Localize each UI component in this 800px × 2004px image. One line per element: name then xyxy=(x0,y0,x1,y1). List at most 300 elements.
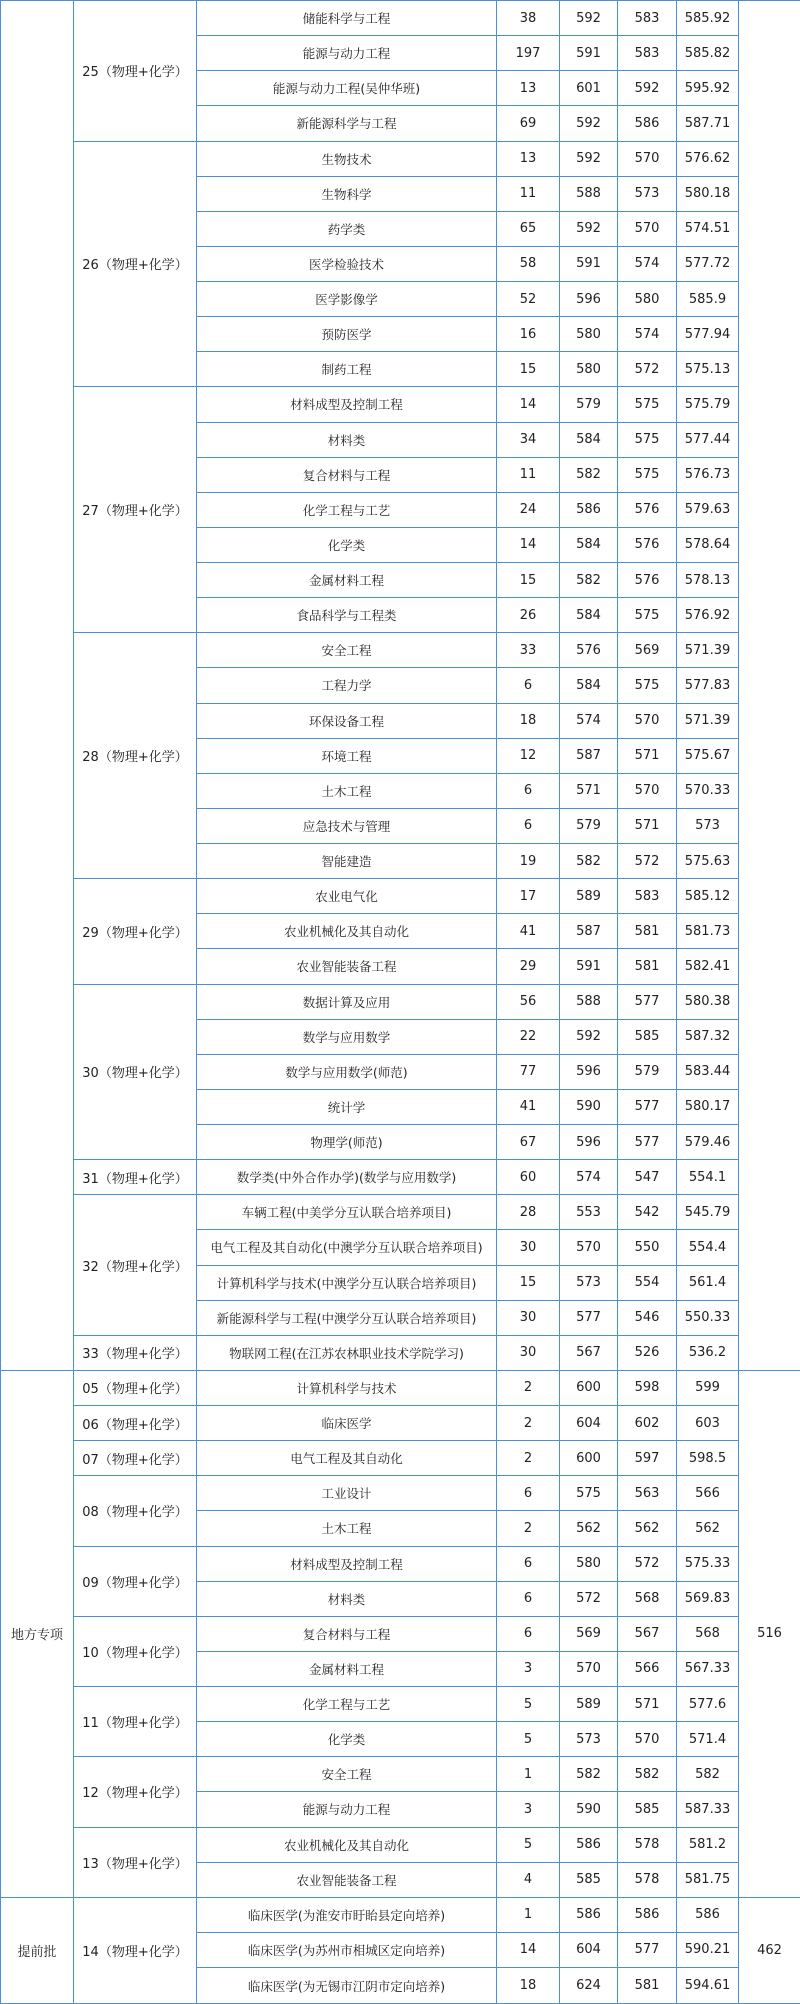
avg-score-cell: 585.82 xyxy=(677,36,739,71)
major-cell: 医学影像学 xyxy=(197,282,497,317)
plan-count-cell: 197 xyxy=(497,36,560,71)
min-score-cell: 570 xyxy=(618,773,677,808)
max-score-cell: 582 xyxy=(560,457,618,492)
batch-cell xyxy=(1,1,74,1371)
table-row xyxy=(1,1335,800,1370)
avg-score-cell: 536.2 xyxy=(677,1335,739,1370)
plan-count-cell: 15 xyxy=(497,1265,560,1300)
group-cell: 11（物理+化学） xyxy=(74,1687,197,1757)
major-cell: 农业机械化及其自动化 xyxy=(197,914,497,949)
major-cell: 统计学 xyxy=(197,1089,497,1124)
min-score-cell: 583 xyxy=(618,879,677,914)
plan-count-cell: 11 xyxy=(497,457,560,492)
max-score-cell: 592 xyxy=(560,1019,618,1054)
min-score-cell: 571 xyxy=(618,1687,677,1722)
avg-score-cell: 578.64 xyxy=(677,527,739,562)
plan-count-cell: 16 xyxy=(497,317,560,352)
max-score-cell: 580 xyxy=(560,317,618,352)
min-score-cell: 575 xyxy=(618,457,677,492)
avg-score-cell: 577.83 xyxy=(677,668,739,703)
max-score-cell: 584 xyxy=(560,598,618,633)
avg-score-cell: 577.94 xyxy=(677,317,739,352)
avg-score-cell: 566 xyxy=(677,1476,739,1511)
min-score-cell: 578 xyxy=(618,1827,677,1862)
plan-count-cell: 41 xyxy=(497,914,560,949)
major-cell: 新能源科学与工程(中澳学分互认联合培养项目) xyxy=(197,1300,497,1335)
group-cell: 29（物理+化学） xyxy=(74,879,197,984)
max-score-cell: 586 xyxy=(560,492,618,527)
min-score-cell: 577 xyxy=(618,1125,677,1160)
table-row xyxy=(1,984,800,1019)
avg-score-cell: 603 xyxy=(677,1406,739,1441)
min-score-cell: 575 xyxy=(618,598,677,633)
min-score-cell: 546 xyxy=(618,1300,677,1335)
max-score-cell: 584 xyxy=(560,422,618,457)
group-cell: 13（物理+化学） xyxy=(74,1827,197,1897)
plan-count-cell: 14 xyxy=(497,387,560,422)
max-score-cell: 579 xyxy=(560,387,618,422)
major-cell: 生物科学 xyxy=(197,176,497,211)
group-cell: 05（物理+化学） xyxy=(74,1370,197,1405)
avg-score-cell: 595.92 xyxy=(677,71,739,106)
major-cell: 电气工程及其自动化(中澳学分互认联合培养项目) xyxy=(197,1230,497,1265)
max-score-cell: 567 xyxy=(560,1335,618,1370)
plan-count-cell: 30 xyxy=(497,1300,560,1335)
min-score-cell: 570 xyxy=(618,703,677,738)
avg-score-cell: 570.33 xyxy=(677,773,739,808)
max-score-cell: 596 xyxy=(560,282,618,317)
plan-count-cell: 69 xyxy=(497,106,560,141)
min-score-cell: 592 xyxy=(618,71,677,106)
min-score-cell: 570 xyxy=(618,211,677,246)
min-score-cell: 575 xyxy=(618,422,677,457)
major-cell: 药学类 xyxy=(197,211,497,246)
avg-score-cell: 587.71 xyxy=(677,106,739,141)
min-score-cell: 581 xyxy=(618,914,677,949)
major-cell: 储能科学与工程 xyxy=(197,1,497,36)
major-cell: 能源与动力工程 xyxy=(197,36,497,71)
plan-count-cell: 41 xyxy=(497,1089,560,1124)
min-score-cell: 576 xyxy=(618,563,677,598)
max-score-cell: 592 xyxy=(560,1,618,36)
min-score-cell: 602 xyxy=(618,1406,677,1441)
plan-count-cell: 6 xyxy=(497,1546,560,1581)
min-score-cell: 572 xyxy=(618,1546,677,1581)
avg-score-cell: 583.44 xyxy=(677,1054,739,1089)
major-cell: 化学类 xyxy=(197,527,497,562)
min-score-cell: 568 xyxy=(618,1581,677,1616)
major-cell: 数学与应用数学(师范) xyxy=(197,1054,497,1089)
major-cell: 车辆工程(中美学分互认联合培养项目) xyxy=(197,1195,497,1230)
group-cell: 25（物理+化学） xyxy=(74,1,197,142)
min-score-cell: 550 xyxy=(618,1230,677,1265)
max-score-cell: 601 xyxy=(560,71,618,106)
table-row xyxy=(1,633,800,668)
table-row xyxy=(1,879,800,914)
avg-score-cell: 577.44 xyxy=(677,422,739,457)
group-cell: 12（物理+化学） xyxy=(74,1757,197,1827)
min-score-cell: 572 xyxy=(618,844,677,879)
plan-count-cell: 77 xyxy=(497,1054,560,1089)
plan-count-cell: 3 xyxy=(497,1792,560,1827)
avg-score-cell: 578.13 xyxy=(677,563,739,598)
avg-score-cell: 550.33 xyxy=(677,1300,739,1335)
major-cell: 临床医学(为无锡市江阴市定向培养) xyxy=(197,1968,497,2004)
min-score-cell: 570 xyxy=(618,1722,677,1757)
max-score-cell: 590 xyxy=(560,1089,618,1124)
group-cell: 32（物理+化学） xyxy=(74,1195,197,1336)
avg-score-cell: 574.51 xyxy=(677,211,739,246)
plan-count-cell: 33 xyxy=(497,633,560,668)
plan-count-cell: 2 xyxy=(497,1441,560,1476)
plan-count-cell: 24 xyxy=(497,492,560,527)
group-cell: 08（物理+化学） xyxy=(74,1476,197,1546)
plan-count-cell: 38 xyxy=(497,1,560,36)
major-cell: 医学检验技术 xyxy=(197,246,497,281)
avg-score-cell: 575.79 xyxy=(677,387,739,422)
table-row xyxy=(1,387,800,422)
min-score-cell: 547 xyxy=(618,1160,677,1195)
max-score-cell: 582 xyxy=(560,1757,618,1792)
max-score-cell: 570 xyxy=(560,1651,618,1686)
avg-score-cell: 567.33 xyxy=(677,1651,739,1686)
max-score-cell: 592 xyxy=(560,141,618,176)
max-score-cell: 589 xyxy=(560,1687,618,1722)
major-cell: 复合材料与工程 xyxy=(197,1616,497,1651)
min-score-cell: 581 xyxy=(618,1968,677,2004)
avg-score-cell: 554.1 xyxy=(677,1160,739,1195)
major-cell: 智能建造 xyxy=(197,844,497,879)
max-score-cell: 589 xyxy=(560,879,618,914)
min-score-cell: 571 xyxy=(618,808,677,843)
plan-count-cell: 6 xyxy=(497,1476,560,1511)
group-cell: 26（物理+化学） xyxy=(74,141,197,387)
min-score-cell: 573 xyxy=(618,176,677,211)
plan-count-cell: 28 xyxy=(497,1195,560,1230)
max-score-cell: 600 xyxy=(560,1441,618,1476)
plan-count-cell: 30 xyxy=(497,1335,560,1370)
major-cell: 农业智能装备工程 xyxy=(197,949,497,984)
table-row xyxy=(1,141,800,176)
major-cell: 农业机械化及其自动化 xyxy=(197,1827,497,1862)
avg-score-cell: 575.33 xyxy=(677,1546,739,1581)
major-cell: 土木工程 xyxy=(197,773,497,808)
max-score-cell: 591 xyxy=(560,36,618,71)
plan-count-cell: 6 xyxy=(497,808,560,843)
max-score-cell: 591 xyxy=(560,949,618,984)
plan-count-cell: 58 xyxy=(497,246,560,281)
major-cell: 物联网工程(在江苏农林职业技术学院学习) xyxy=(197,1335,497,1370)
max-score-cell: 579 xyxy=(560,808,618,843)
max-score-cell: 571 xyxy=(560,773,618,808)
control-line-cell xyxy=(739,1,800,1371)
table-row xyxy=(1,1476,800,1511)
plan-count-cell: 15 xyxy=(497,352,560,387)
plan-count-cell: 12 xyxy=(497,738,560,773)
min-score-cell: 575 xyxy=(618,387,677,422)
max-score-cell: 596 xyxy=(560,1054,618,1089)
avg-score-cell: 580.17 xyxy=(677,1089,739,1124)
major-cell: 材料成型及控制工程 xyxy=(197,387,497,422)
avg-score-cell: 571.4 xyxy=(677,1722,739,1757)
min-score-cell: 583 xyxy=(618,1,677,36)
min-score-cell: 586 xyxy=(618,1897,677,1932)
max-score-cell: 580 xyxy=(560,352,618,387)
plan-count-cell: 14 xyxy=(497,1932,560,1967)
plan-count-cell: 6 xyxy=(497,1581,560,1616)
avg-score-cell: 554.4 xyxy=(677,1230,739,1265)
min-score-cell: 577 xyxy=(618,1932,677,1967)
min-score-cell: 526 xyxy=(618,1335,677,1370)
avg-score-cell: 598.5 xyxy=(677,1441,739,1476)
plan-count-cell: 30 xyxy=(497,1230,560,1265)
major-cell: 计算机科学与技术(中澳学分互认联合培养项目) xyxy=(197,1265,497,1300)
major-cell: 数据计算及应用 xyxy=(197,984,497,1019)
max-score-cell: 588 xyxy=(560,984,618,1019)
min-score-cell: 576 xyxy=(618,527,677,562)
major-cell: 化学工程与工艺 xyxy=(197,492,497,527)
max-score-cell: 591 xyxy=(560,246,618,281)
group-cell: 09（物理+化学） xyxy=(74,1546,197,1616)
avg-score-cell: 599 xyxy=(677,1370,739,1405)
avg-score-cell: 585.12 xyxy=(677,879,739,914)
min-score-cell: 579 xyxy=(618,1054,677,1089)
major-cell: 化学工程与工艺 xyxy=(197,1687,497,1722)
group-cell: 27（物理+化学） xyxy=(74,387,197,633)
major-cell: 预防医学 xyxy=(197,317,497,352)
avg-score-cell: 573 xyxy=(677,808,739,843)
max-score-cell: 585 xyxy=(560,1862,618,1897)
avg-score-cell: 580.18 xyxy=(677,176,739,211)
max-score-cell: 604 xyxy=(560,1932,618,1967)
major-cell: 工程力学 xyxy=(197,668,497,703)
plan-count-cell: 4 xyxy=(497,1862,560,1897)
plan-count-cell: 26 xyxy=(497,598,560,633)
plan-count-cell: 3 xyxy=(497,1651,560,1686)
avg-score-cell: 561.4 xyxy=(677,1265,739,1300)
plan-count-cell: 2 xyxy=(497,1406,560,1441)
avg-score-cell: 594.61 xyxy=(677,1968,739,2004)
major-cell: 复合材料与工程 xyxy=(197,457,497,492)
min-score-cell: 578 xyxy=(618,1862,677,1897)
max-score-cell: 577 xyxy=(560,1300,618,1335)
group-cell: 28（物理+化学） xyxy=(74,633,197,879)
avg-score-cell: 582.41 xyxy=(677,949,739,984)
min-score-cell: 542 xyxy=(618,1195,677,1230)
plan-count-cell: 5 xyxy=(497,1687,560,1722)
min-score-cell: 577 xyxy=(618,1089,677,1124)
max-score-cell: 582 xyxy=(560,563,618,598)
major-cell: 环保设备工程 xyxy=(197,703,497,738)
max-score-cell: 575 xyxy=(560,1476,618,1511)
max-score-cell: 569 xyxy=(560,1616,618,1651)
avg-score-cell: 580.38 xyxy=(677,984,739,1019)
max-score-cell: 572 xyxy=(560,1581,618,1616)
major-cell: 化学类 xyxy=(197,1722,497,1757)
max-score-cell: 586 xyxy=(560,1897,618,1932)
major-cell: 金属材料工程 xyxy=(197,563,497,598)
batch-cell: 提前批 xyxy=(1,1897,74,2003)
max-score-cell: 584 xyxy=(560,527,618,562)
major-cell: 材料类 xyxy=(197,422,497,457)
group-cell: 31（物理+化学） xyxy=(74,1160,197,1195)
major-cell: 能源与动力工程 xyxy=(197,1792,497,1827)
avg-score-cell: 571.39 xyxy=(677,633,739,668)
plan-count-cell: 18 xyxy=(497,703,560,738)
major-cell: 安全工程 xyxy=(197,633,497,668)
plan-count-cell: 65 xyxy=(497,211,560,246)
max-score-cell: 592 xyxy=(560,211,618,246)
major-cell: 金属材料工程 xyxy=(197,1651,497,1686)
max-score-cell: 573 xyxy=(560,1265,618,1300)
max-score-cell: 592 xyxy=(560,106,618,141)
plan-count-cell: 56 xyxy=(497,984,560,1019)
plan-count-cell: 18 xyxy=(497,1968,560,2004)
major-cell: 环境工程 xyxy=(197,738,497,773)
plan-count-cell: 5 xyxy=(497,1827,560,1862)
max-score-cell: 600 xyxy=(560,1370,618,1405)
avg-score-cell: 579.46 xyxy=(677,1125,739,1160)
max-score-cell: 570 xyxy=(560,1230,618,1265)
max-score-cell: 574 xyxy=(560,703,618,738)
avg-score-cell: 575.67 xyxy=(677,738,739,773)
avg-score-cell: 585.9 xyxy=(677,282,739,317)
plan-count-cell: 15 xyxy=(497,563,560,598)
min-score-cell: 570 xyxy=(618,141,677,176)
min-score-cell: 566 xyxy=(618,1651,677,1686)
table-row xyxy=(1,1546,800,1581)
min-score-cell: 562 xyxy=(618,1511,677,1546)
table-row xyxy=(1,1687,800,1722)
major-cell: 生物技术 xyxy=(197,141,497,176)
plan-count-cell: 29 xyxy=(497,949,560,984)
major-cell: 物理学(师范) xyxy=(197,1125,497,1160)
avg-score-cell: 587.33 xyxy=(677,1792,739,1827)
group-cell: 10（物理+化学） xyxy=(74,1616,197,1686)
avg-score-cell: 585.92 xyxy=(677,1,739,36)
avg-score-cell: 581.2 xyxy=(677,1827,739,1862)
max-score-cell: 587 xyxy=(560,738,618,773)
plan-count-cell: 1 xyxy=(497,1757,560,1792)
plan-count-cell: 17 xyxy=(497,879,560,914)
major-cell: 农业电气化 xyxy=(197,879,497,914)
group-cell: 06（物理+化学） xyxy=(74,1406,197,1441)
avg-score-cell: 545.79 xyxy=(677,1195,739,1230)
plan-count-cell: 67 xyxy=(497,1125,560,1160)
max-score-cell: 586 xyxy=(560,1827,618,1862)
table-row xyxy=(1,1406,800,1441)
plan-count-cell: 34 xyxy=(497,422,560,457)
plan-count-cell: 60 xyxy=(497,1160,560,1195)
avg-score-cell: 571.39 xyxy=(677,703,739,738)
max-score-cell: 576 xyxy=(560,633,618,668)
major-cell: 计算机科学与技术 xyxy=(197,1370,497,1405)
min-score-cell: 571 xyxy=(618,738,677,773)
major-cell: 食品科学与工程类 xyxy=(197,598,497,633)
min-score-cell: 563 xyxy=(618,1476,677,1511)
plan-count-cell: 19 xyxy=(497,844,560,879)
major-cell: 材料成型及控制工程 xyxy=(197,1546,497,1581)
avg-score-cell: 576.73 xyxy=(677,457,739,492)
batch-cell: 地方专项 xyxy=(1,1370,74,1897)
major-cell: 土木工程 xyxy=(197,1511,497,1546)
max-score-cell: 584 xyxy=(560,668,618,703)
group-cell: 30（物理+化学） xyxy=(74,984,197,1160)
avg-score-cell: 577.6 xyxy=(677,1687,739,1722)
max-score-cell: 553 xyxy=(560,1195,618,1230)
table-row xyxy=(1,1370,800,1405)
table-row xyxy=(1,1616,800,1651)
major-cell: 电气工程及其自动化 xyxy=(197,1441,497,1476)
control-line-cell: 516 xyxy=(739,1370,800,1897)
plan-count-cell: 2 xyxy=(497,1511,560,1546)
max-score-cell: 590 xyxy=(560,1792,618,1827)
max-score-cell: 562 xyxy=(560,1511,618,1546)
avg-score-cell: 590.21 xyxy=(677,1932,739,1967)
min-score-cell: 581 xyxy=(618,949,677,984)
avg-score-cell: 577.72 xyxy=(677,246,739,281)
max-score-cell: 596 xyxy=(560,1125,618,1160)
major-cell: 材料类 xyxy=(197,1581,497,1616)
plan-count-cell: 52 xyxy=(497,282,560,317)
plan-count-cell: 2 xyxy=(497,1370,560,1405)
min-score-cell: 580 xyxy=(618,282,677,317)
avg-score-cell: 575.13 xyxy=(677,352,739,387)
max-score-cell: 573 xyxy=(560,1722,618,1757)
plan-count-cell: 6 xyxy=(497,773,560,808)
max-score-cell: 574 xyxy=(560,1160,618,1195)
major-cell: 能源与动力工程(吴仲华班) xyxy=(197,71,497,106)
min-score-cell: 575 xyxy=(618,668,677,703)
min-score-cell: 597 xyxy=(618,1441,677,1476)
major-cell: 安全工程 xyxy=(197,1757,497,1792)
min-score-cell: 586 xyxy=(618,106,677,141)
min-score-cell: 577 xyxy=(618,984,677,1019)
avg-score-cell: 569.83 xyxy=(677,1581,739,1616)
max-score-cell: 604 xyxy=(560,1406,618,1441)
plan-count-cell: 1 xyxy=(497,1897,560,1932)
min-score-cell: 574 xyxy=(618,317,677,352)
avg-score-cell: 582 xyxy=(677,1757,739,1792)
plan-count-cell: 13 xyxy=(497,141,560,176)
table-row xyxy=(1,1,800,36)
plan-count-cell: 6 xyxy=(497,668,560,703)
plan-count-cell: 22 xyxy=(497,1019,560,1054)
major-cell: 临床医学(为苏州市相城区定向培养) xyxy=(197,1932,497,1967)
avg-score-cell: 587.32 xyxy=(677,1019,739,1054)
major-cell: 数学与应用数学 xyxy=(197,1019,497,1054)
plan-count-cell: 13 xyxy=(497,71,560,106)
control-line-cell: 462 xyxy=(739,1897,800,2003)
avg-score-cell: 562 xyxy=(677,1511,739,1546)
table-row xyxy=(1,1827,800,1862)
table-body xyxy=(1,1,800,2004)
plan-count-cell: 6 xyxy=(497,1616,560,1651)
min-score-cell: 576 xyxy=(618,492,677,527)
table-row xyxy=(1,1897,800,1932)
avg-score-cell: 576.62 xyxy=(677,141,739,176)
plan-count-cell: 14 xyxy=(497,527,560,562)
major-cell: 新能源科学与工程 xyxy=(197,106,497,141)
min-score-cell: 574 xyxy=(618,246,677,281)
min-score-cell: 583 xyxy=(618,36,677,71)
min-score-cell: 598 xyxy=(618,1370,677,1405)
major-cell: 工业设计 xyxy=(197,1476,497,1511)
table-row xyxy=(1,1160,800,1195)
avg-score-cell: 586 xyxy=(677,1897,739,1932)
major-cell: 制药工程 xyxy=(197,352,497,387)
min-score-cell: 582 xyxy=(618,1757,677,1792)
